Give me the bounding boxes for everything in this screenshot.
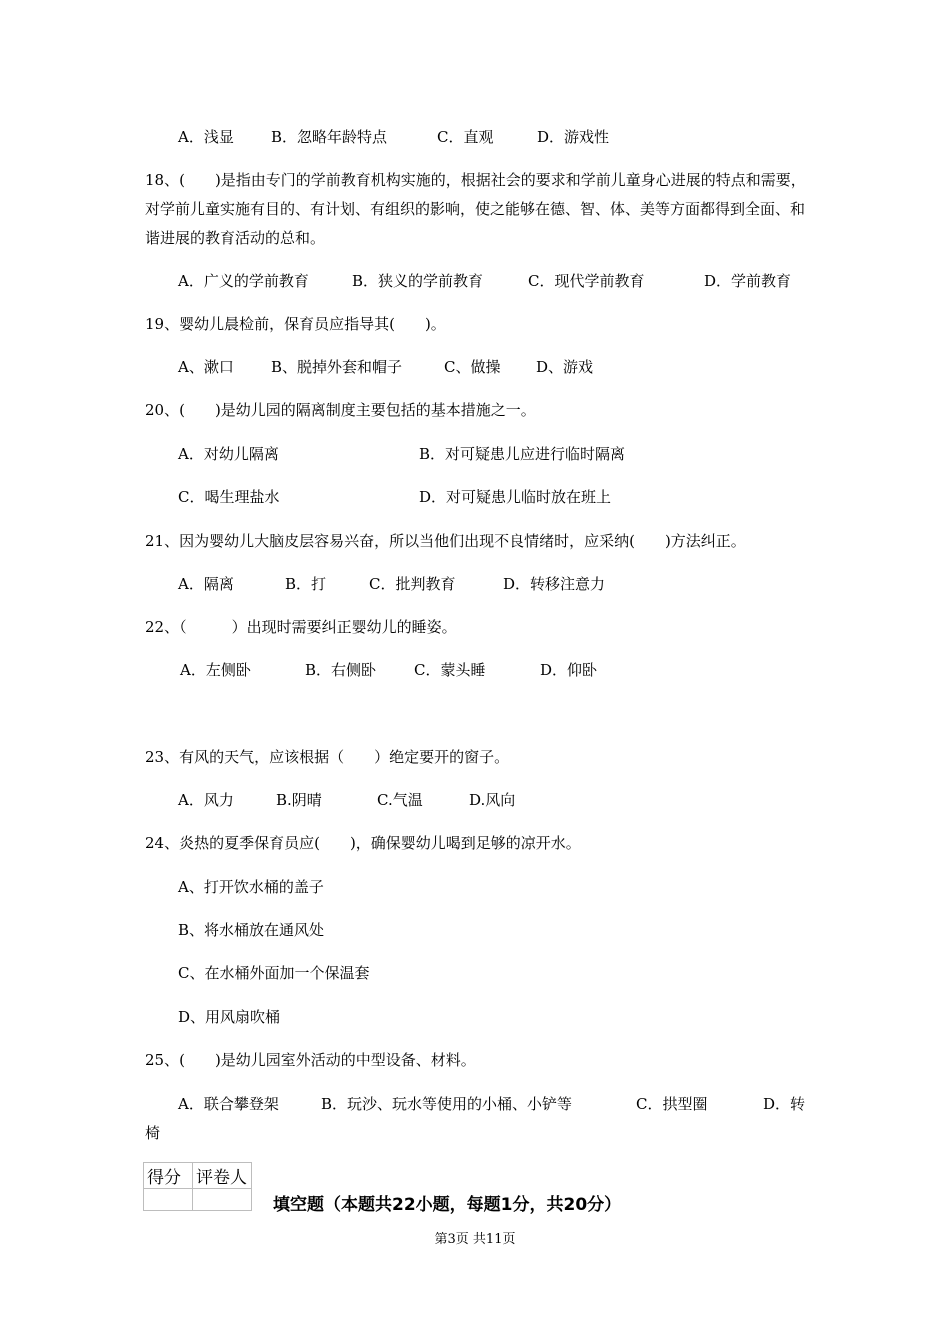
q25-option-d-wrap: 椅 (145, 1124, 161, 1142)
q25-question: 25、( )是幼儿园室外活动的中型设备、材料。 (145, 1051, 476, 1069)
q18-option-a: A．广义的学前教育 (178, 272, 309, 290)
q20-option-b: B．对可疑患儿应进行临时隔离 (419, 445, 626, 463)
page-footer: 第3页 共11页 (434, 1232, 516, 1247)
q20-option-d: D．对可疑患儿临时放在班上 (419, 488, 612, 506)
q25-option-a: A．联合攀登架 (178, 1095, 279, 1113)
q20-option-a: A．对幼儿隔离 (178, 445, 279, 463)
score-cell (144, 1189, 193, 1211)
q17-option-a: A．浅显 (178, 128, 234, 146)
q23-option-c: C.气温 (377, 791, 423, 809)
q18-question: 18、( )是指由专门的学前教育机构实施的，根据社会的要求和学前儿童身心进展的特点和需要，对学前儿童实施有目的、有计划、有组织的影响，使之能够在德、智、体、美等方面都得到全面、和谐进展的教育活动的总和。 (145, 171, 806, 247)
q24-option-d: D、用风扇吹桶 (178, 1008, 281, 1026)
q22-option-a: A．左侧卧 (180, 661, 251, 679)
q21-option-b: B．打 (285, 575, 327, 593)
q25-option-c: C．拱型圈 (636, 1095, 708, 1113)
q20-question: 20、( )是幼儿园的隔离制度主要包括的基本措施之一。 (145, 401, 536, 419)
q21-option-c: C．批判教育 (369, 575, 456, 593)
q23-question: 23、有风的天气，应该根据（ ）绝定要开的窗子。 (145, 748, 510, 766)
q24-option-b: B、将水桶放在通风处 (178, 921, 325, 939)
q22-option-c: C．蒙头睡 (414, 661, 486, 679)
q24-option-c: C、在水桶外面加一个保温套 (178, 964, 370, 982)
q18-option-d: D．学前教育 (704, 272, 792, 290)
q23-option-b: B.阴晴 (276, 791, 322, 809)
q19-option-b: B、脱掉外套和帽子 (271, 358, 403, 376)
q18-option-c: C．现代学前教育 (528, 272, 645, 290)
q19-question: 19、婴幼儿晨检前，保育员应指导其( )。 (145, 315, 446, 333)
q21-question: 21、因为婴幼儿大脑皮层容易兴奋，所以当他们出现不良情绪时，应采纳( )方法纠正。 (145, 532, 746, 550)
q19-option-a: A、漱口 (178, 358, 234, 376)
q20-option-c: C．喝生理盐水 (178, 488, 280, 506)
q17-option-b: B．忽略年龄特点 (271, 128, 388, 146)
q24-option-a: A、打开饮水桶的盖子 (178, 878, 324, 896)
q22-option-d: D．仰卧 (540, 661, 598, 679)
section-title: 填空题（本题共22小题，每题1分，共20分） (273, 1195, 622, 1215)
q22-question: 22、（ ）出现时需要纠正婴幼儿的睡姿。 (145, 618, 457, 636)
q17-option-d: D．游戏性 (537, 128, 610, 146)
score-header: 得分 (144, 1163, 193, 1189)
q25-option-b: B．玩沙、玩水等使用的小桶、小铲等 (321, 1095, 573, 1113)
q17-option-c: C．直观 (437, 128, 494, 146)
grader-cell (193, 1189, 252, 1211)
q25-option-d: D．转 (763, 1095, 806, 1113)
q21-option-d: D．转移注意力 (503, 575, 606, 593)
q24-question: 24、炎热的夏季保育员应( )，确保婴幼儿喝到足够的凉开水。 (145, 834, 581, 852)
score-table (143, 1162, 252, 1211)
grader-header: 评卷人 (193, 1163, 252, 1189)
q19-option-c: C、做操 (444, 358, 501, 376)
q22-option-b: B．右侧卧 (305, 661, 377, 679)
q18-option-b: B．狭义的学前教育 (352, 272, 484, 290)
q19-option-d: D、游戏 (536, 358, 594, 376)
q21-option-a: A．隔离 (178, 575, 234, 593)
q23-option-d: D.风向 (469, 791, 516, 809)
q23-option-a: A．风力 (178, 791, 234, 809)
